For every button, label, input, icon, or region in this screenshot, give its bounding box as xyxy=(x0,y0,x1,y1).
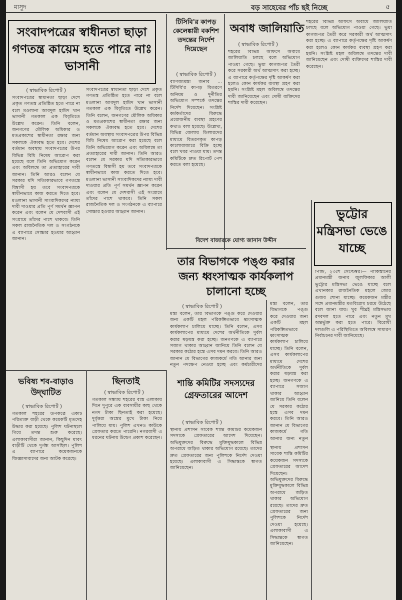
column-rule xyxy=(166,14,167,250)
masthead-rule xyxy=(6,12,396,13)
peace-committee-headline: শান্তি কমিটির সদস্যদের গ্রেফতারের আদেশ xyxy=(177,379,255,401)
bhutto-headline: ভুট্টোর মন্ত্রিসভা ভেঙে যাচ্ছে xyxy=(316,207,388,255)
forgery-body-col1: শহরের বিভিন্ন অফিসে অবাধে জালিয়াতি চলছে বলে অভিযোগ পাওয়া গেছে। ভুয়া কাগজপত্র তৈরী করে সরকারী অর্থ আত্মসাৎ করা হচ্ছে। এ ব্যাপারে কর্তৃপক্ষের দৃষ্টি আকর্ষণ করা হলেও কোন কার্যকর ব্যবস্থা গ্রহণ করা হয়নি। সংশ্লিষ্ট মহল অবিলম্বে তদন্তের দাবী জানিয়েছেন এবং দোষী ব্যক্তিদের শাস্তির দাবী করেছেন। xyxy=(228,50,300,107)
lead-body-col1: সংবাদপত্রের স্বাধীনতা ছাড়া দেশে প্রকৃত গণতন্ত্র প্রতিষ্ঠিত হতে পারে না বলে মওলানা আবদুল হামিদ খান ভাসানী গতকাল এক বিবৃতিতে উল্লেখ করেন। তিনি বলেন, জনগণের মৌলিক অধিকার ও মতপ্রকাশের স্বাধীনতা রক্ষার জন্য সকলকে ঐক্যবদ্ধ হতে হবে। দেশের বর্তমান অবস্থায় সংবাদপত্রের উপর বিভিন্ন বিধি নিষেধ আরোপ করা হয়েছে বলে তিনি অভিযোগ করেন এবং অবিলম্বে তা প্রত্যাহারের দাবী জানান। তিনি আরও বলেন যে সরকার যদি সত্যিকারভাবে গণতন্ত্রে বিশ্বাসী হয় তবে সংবাদপত্রকে স্বাধীনভাবে কাজ করতে দিতে হবে। মওলানা ভাসানী সাংবাদিকদের ন্যায্য দাবী দাওয়ার প্রতি পূর্ণ সমর্থন জ্ঞাপন করেন এবং বলেন যে দেশবাসী এই সংগ্রামে তাঁদের পাশে থাকবে। তিনি সকল রাজনৈতিক দল ও সংগঠনকে এ ব্যাপারে সোচ্চার হওয়ার আহ্বান জানান। xyxy=(12,96,80,242)
peace-committee-body-col1: স্থানীয় প্রশাসন সাবেক শান্তি কমিটির কয়েকজন সদস্যকে গ্রেফতারের আদেশ দিয়েছেন। অভিযুক্তদের বিরুদ্ধে মুক্তিযুদ্ধকালে বিভিন্ন অপরাধে জড়িত থাকার অভিযোগ রয়েছে। তাদের দ্রুত গ্রেফতারের জন্য পুলিশকে নির্দেশ দেওয়া হয়েছে। এলাকাবাসী এ সিদ্ধান্তকে স্বাগত জানিয়েছেন। xyxy=(170,428,262,472)
newspaper-page xyxy=(6,0,396,600)
minister-kicker: বিদেশ বাজারকে যোগ্য জানান উদ্দীন xyxy=(195,238,277,244)
snatching-body: গতকাল সন্ধ্যায় শহরের ব্যস্ত এলাকায় দিনে দুপুরে এক ব্যবসায়ীর কাছ থেকে নগদ টাকা ছিনতাই করা হয়েছে। দুর্বৃত্তরা অস্ত্রের মুখে টাকা নিয়ে পালিয়ে যায়। পুলিশ এখনও কাউকে গ্রেফতার করতে পারেনি। নগরবাসী এ ধরনের ঘটনায় উদ্বেগ প্রকাশ করেছেন। xyxy=(92,398,162,442)
column-rule xyxy=(86,370,87,600)
column-rule xyxy=(311,200,312,600)
minister-body-col1: মন্ত্রী বলেন, তাঁর বিভাগকে পঙ্গু করে দেওয়ার জন্য একটি মহল পরিকল্পিতভাবে ধ্বংসাত্মক কার্যকলাপ চালিয়ে যাচ্ছে। তিনি বলেন, এসব কার্যকলাপের মাধ্যমে দেশের অর্থনীতিকে দুর্বল করার ষড়যন্ত্র করা হচ্ছে। জনগণকে এ ব্যাপারে সজাগ থাকার আহ্বান জানিয়ে তিনি বলেন যে সরকার কঠোর হস্তে এসব দমন করবে। তিনি আরও জানান যে বিভাগের কাজকর্মে গতি আনার জন্য নতুন পদক্ষেপ নেওয়া হচ্ছে এবং কর্মচারীদের xyxy=(170,312,262,368)
tcb-headline: টিসিবি'র কাপড় কেলেঙ্কারী বকশিশ তদন্তের নির্দেশ দিয়েছেন xyxy=(172,18,219,53)
minister-byline: ( স্বাভাবিক রিপোর্ট ) xyxy=(182,304,222,310)
masthead-left: মাসুদ xyxy=(14,4,27,11)
corpse-body: গতকাল শহরের উপকণ্ঠে একটি পরিত্যক্ত বাড়ী থেকে কয়েকটি মৃতদেহ উদ্ধার করা হয়েছে। পুলিশ ঘটনাস্থলে গিয়ে তদন্ত শুরু করেছে। এলাকাবাসীরা জানান, কিছুদিন যাবৎ বাড়ীটি থেকে দুর্গন্ধ আসছিল। পুলিশ এ ব্যাপারে কয়েকজনকে জিজ্ঞাসাবাদের জন্য আটক করেছে। xyxy=(12,412,82,462)
masthead-teaser: বড় সাহেবের পাঁচ ছই নিচ্ছে xyxy=(251,4,328,12)
forgery-headline: অবাধ জালিয়াতি xyxy=(229,22,305,35)
forgery-body-col2: শহরের বিভিন্ন অফিসে অবাধে জালিয়াতি চলছে বলে অভিযোগ পাওয়া গেছে। ভুয়া কাগজপত্র তৈরী করে সরকারী অর্থ আত্মসাৎ করা হচ্ছে। এ ব্যাপারে কর্তৃপক্ষের দৃষ্টি আকর্ষণ করা হলেও কোন কার্যকর ব্যবস্থা গ্রহণ করা হয়নি। সংশ্লিষ্ট মহল অবিলম্বে তদন্তের দাবী জানিয়েছেন এবং দোষী ব্যক্তিদের শাস্তির দাবী করেছেন। xyxy=(306,20,392,70)
bhutto-body: পিন্ডি, ২৩শে সেপ্টেম্বর।— পাকিস্তানের প্রধানমন্ত্রী জনাব জুলফিকার আলী ভুট্টোর মন্ত্রিসভা ভেঙে যাচ্ছে বলে এখানকার রাজনৈতিক মহলে জোর গুজব শোনা যাচ্ছে। কয়েকজন মন্ত্রীর সঙ্গে প্রধানমন্ত্রীর মতবিরোধ চরমে উঠেছে বলে জানা যায়। খুব শীঘ্রই মন্ত্রিসভায় রদবদল হতে পারে এবং নতুন মুখ অন্তর্ভুক্ত করা হতে পারে। বিরোধী দলগুলি এ পরিস্থিতিতে অবিলম্বে সাধারণ নির্বাচনের দাবী জানিয়েছে। xyxy=(315,270,391,340)
forgery-byline: ( স্বাভাবিক রিপোর্ট ) xyxy=(238,42,278,48)
column-rule xyxy=(266,300,267,600)
page-number: ৫ xyxy=(385,3,390,11)
lead-body-col2: সংবাদপত্রের স্বাধীনতা ছাড়া দেশে প্রকৃত গণতন্ত্র প্রতিষ্ঠিত হতে পারে না বলে মওলানা আবদুল হামিদ খান ভাসানী গতকাল এক বিবৃতিতে উল্লেখ করেন। তিনি বলেন, জনগণের মৌলিক অধিকার ও মতপ্রকাশের স্বাধীনতা রক্ষার জন্য সকলকে ঐক্যবদ্ধ হতে হবে। দেশের বর্তমান অবস্থায় সংবাদপত্রের উপর বিভিন্ন বিধি নিষেধ আরোপ করা হয়েছে বলে তিনি অভিযোগ করেন এবং অবিলম্বে তা প্রত্যাহারের দাবী জানান। তিনি আরও বলেন যে সরকার যদি সত্যিকারভাবে গণতন্ত্রে বিশ্বাসী হয় তবে সংবাদপত্রকে স্বাধীনভাবে কাজ করতে দিতে হবে। মওলানা ভাসানী সাংবাদিকদের ন্যায্য দাবী দাওয়ার প্রতি পূর্ণ সমর্থন জ্ঞাপন করেন এবং বলেন যে দেশবাসী এই সংগ্রামে তাঁদের পাশে থাকবে। তিনি সকল রাজনৈতিক দল ও সংগঠনকে এ ব্যাপারে সোচ্চার হওয়ার আহ্বান জানান। xyxy=(86,88,162,215)
section-rule xyxy=(166,248,306,249)
column-rule xyxy=(166,370,167,600)
minister-body-col2: মন্ত্রী বলেন, তাঁর বিভাগকে পঙ্গু করে দেওয়ার জন্য একটি মহল পরিকল্পিতভাবে ধ্বংসাত্মক কার্যকলাপ চালিয়ে যাচ্ছে। তিনি বলেন, এসব কার্যকলাপের মাধ্যমে দেশের অর্থনীতিকে দুর্বল করার ষড়যন্ত্র করা হচ্ছে। জনগণকে এ ব্যাপারে সজাগ থাকার আহ্বান জানিয়ে তিনি বলেন যে সরকার কঠোর হস্তে এসব দমন করবে। তিনি আরও জানান যে বিভাগের কাজকর্মে গতি আনার জন্য নতুন xyxy=(270,302,308,442)
corpse-headline: ভবিষ্য শব-বাড়াও উদ্‌ঘাটিত xyxy=(18,376,74,397)
snatching-byline: ( স্বাভাবিক রিপোর্ট ) xyxy=(104,390,144,396)
peace-committee-body-col2: স্থানীয় প্রশাসন সাবেক শান্তি কমিটির কয়েকজন সদস্যকে গ্রেফতারের আদেশ দিয়েছেন। অভিযুক্তদের বিরুদ্ধে মুক্তিযুদ্ধকালে বিভিন্ন অপরাধে জড়িত থাকার অভিযোগ রয়েছে। তাদের দ্রুত গ্রেফতারের জন্য পুলিশকে নির্দেশ দেওয়া হয়েছে। এলাকাবাসী এ সিদ্ধান্তকে স্বাগত জানিয়েছেন। xyxy=(270,446,308,548)
lead-byline: ( স্বাভাবিক রিপোর্ট ) xyxy=(26,88,66,94)
lead-headline: সংবাদপত্রের স্বাধীনতা ছাড়া গণতন্ত্র কায়েম হতে পারে নাঃ ভাসানী xyxy=(12,25,152,73)
peace-committee-byline: ( স্বাভাবিক রিপোর্ট ) xyxy=(182,420,222,426)
masthead-strip xyxy=(6,0,396,14)
tcb-body: বাণিজ্যমন্ত্রী জনাব ... টিসিবি'র কাপড় বিতরণে অনিয়ম ও দুর্নীতির অভিযোগ সম্পর্কে তদন্তের নির্দেশ দিয়েছেন। সংশ্লিষ্ট কর্মকর্তাদের বিরুদ্ধে প্রয়োজনীয় ব্যবস্থা গ্রহণের কথাও বলা হয়েছে। উল্লেখ্য, বিভিন্ন জেলায় ডিলারদের মাধ্যমে বিতরণকৃত কাপড় কালোবাজারে বিক্রি হচ্ছে বলে খবর পাওয়া যায়। তদন্ত কমিটিকে দ্রুত রিপোর্ট পেশ করতে বলা হয়েছে। xyxy=(170,80,222,169)
minister-headline: তার বিভাগকে পঙ্গু করার জন্য ধ্বংসাত্মক কার্যকলাপ চালানো হচ্ছে xyxy=(177,255,295,298)
corpse-byline: ( স্বাভাবিক রিপোর্ট ) xyxy=(22,404,62,410)
column-rule xyxy=(224,14,225,250)
tcb-byline: ( স্বাভাবিক রিপোর্ট ) xyxy=(176,72,216,78)
snatching-headline: ছিনতাই xyxy=(112,377,140,387)
